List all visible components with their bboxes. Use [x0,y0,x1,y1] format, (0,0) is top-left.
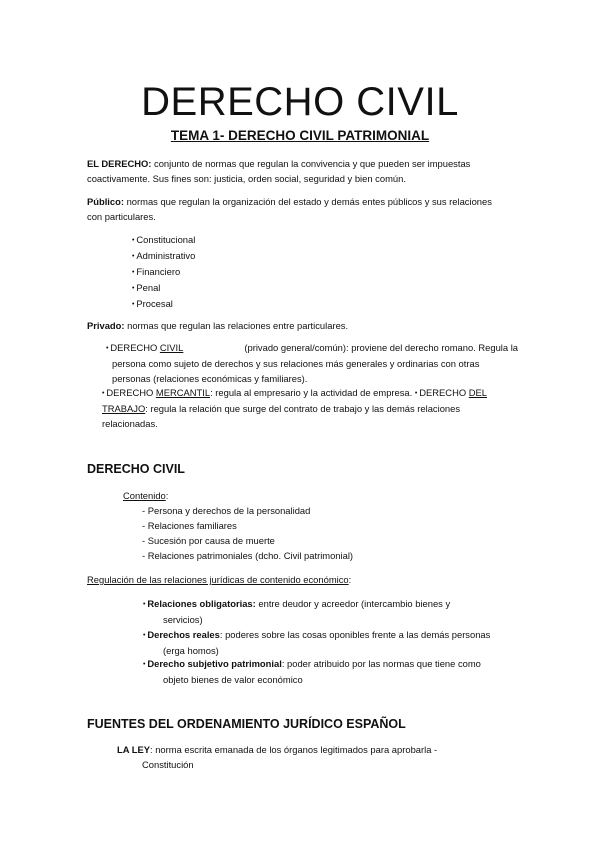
merc-pre: DERECHO [106,387,156,398]
civil-line2: persona como sujeto de derechos y sus relaciones más generales y ordinarias con otras [112,358,480,369]
contenido-text: Contenido [123,490,166,501]
list-item: - Sucesión por causa de muerte [142,535,275,546]
regulacion-colon: : [348,574,352,585]
rel-oblig-line2: servicios) [163,614,203,625]
publico-definition [87,194,527,224]
privado-civil [106,340,518,386]
list-item: - Relaciones familiares [142,520,237,531]
derecho-definition [87,156,527,186]
regulacion-label [87,572,351,587]
derechos-reales [143,627,490,658]
privado-term: Privado: [87,320,125,331]
publico-line2: con particulares. [87,211,156,222]
list-item: • Financiero [132,264,195,280]
page-title: DERECHO CIVIL [141,80,459,124]
list-item: • Administrativo [132,248,195,264]
contenido-label [123,488,168,503]
privado-text: normas que regulan las relaciones entre particulares. [124,320,349,331]
list-item: - Persona y derechos de la personalidad [142,505,311,516]
civil-pre: DERECHO [110,342,160,353]
rel-oblig-line1: entre deudor y acreedor (intercambio bienes y [255,598,451,609]
regulacion-text: Regulación de las relaciones jurídicas de contenido económico [87,574,349,585]
contenido-colon: : [165,490,169,501]
merc-rest: : regula al empresario y la actividad de empresa. [210,387,415,398]
ley-line1: : norma escrita emanada de los órganos legitimados para aprobarla - [150,744,438,755]
reales-line2: (erga homos) [163,645,219,656]
rel-oblig-term: Relaciones obligatorias: [147,598,256,609]
publico-list [132,232,195,312]
contenido-list [142,503,353,563]
reales-line1: : poderes sobre las cosas oponibles frente a las demás personas [219,629,491,640]
derecho-subjetivo [143,656,481,687]
ley-term: LA LEY [117,744,150,755]
publico-term: Público: [87,196,124,207]
ley-definition [117,742,437,772]
publico-line1: normas que regulan la organización del estado y demás entes públicos y sus relaciones [123,196,492,207]
topic-subtitle: TEMA 1- DERECHO CIVIL PATRIMONIAL [170,128,430,143]
trab-pre: DERECHO [419,387,469,398]
subj-line1: : poder atribuido por las normas que tiene como [281,658,481,669]
ley-line2: Constitución [142,759,194,770]
civil-line3: personas (relaciones económicas y familiares). [112,373,308,384]
civil-rest: (privado general/común): proviene del derecho romano. Regula la [244,342,518,353]
subj-term: Derecho subjetivo patrimonial [147,658,282,669]
mercantil-link: MERCANTIL [155,387,211,398]
list-item: • Penal [132,280,195,296]
derecho-term: EL DERECHO: [87,158,152,169]
trab-rest: : regula la relación que surge del contrato de trabajo y las demás relaciones [145,403,461,414]
privado-definition [87,318,348,333]
trab-line3: relacionadas. [102,418,158,429]
subj-line2: objeto bienes de valor económico [163,674,303,685]
fuentes-heading: FUENTES DEL ORDENAMIENTO JURÍDICO ESPAÑOL [87,717,406,731]
civil-link: CIVIL [159,342,184,353]
list-item: - Relaciones patrimoniales (dcho. Civil patrimonial) [142,550,354,561]
civil-heading: DERECHO CIVIL [87,462,185,476]
privado-mercantil-trabajo [102,385,522,431]
relaciones-obligatorias [143,596,450,627]
list-item: • Constitucional [132,232,195,248]
reales-term: Derechos reales [147,629,220,640]
list-item: • Procesal [132,296,195,312]
trabajo-link-2: TRABAJO [102,403,146,414]
derecho-line1: conjunto de normas que regulan la convivencia y que pueden ser impuestas [151,158,471,169]
trabajo-link-1: DEL [468,387,487,398]
derecho-line2: coactivamente. Sus fines son: justicia, orden social, seguridad y bien común. [87,173,406,184]
